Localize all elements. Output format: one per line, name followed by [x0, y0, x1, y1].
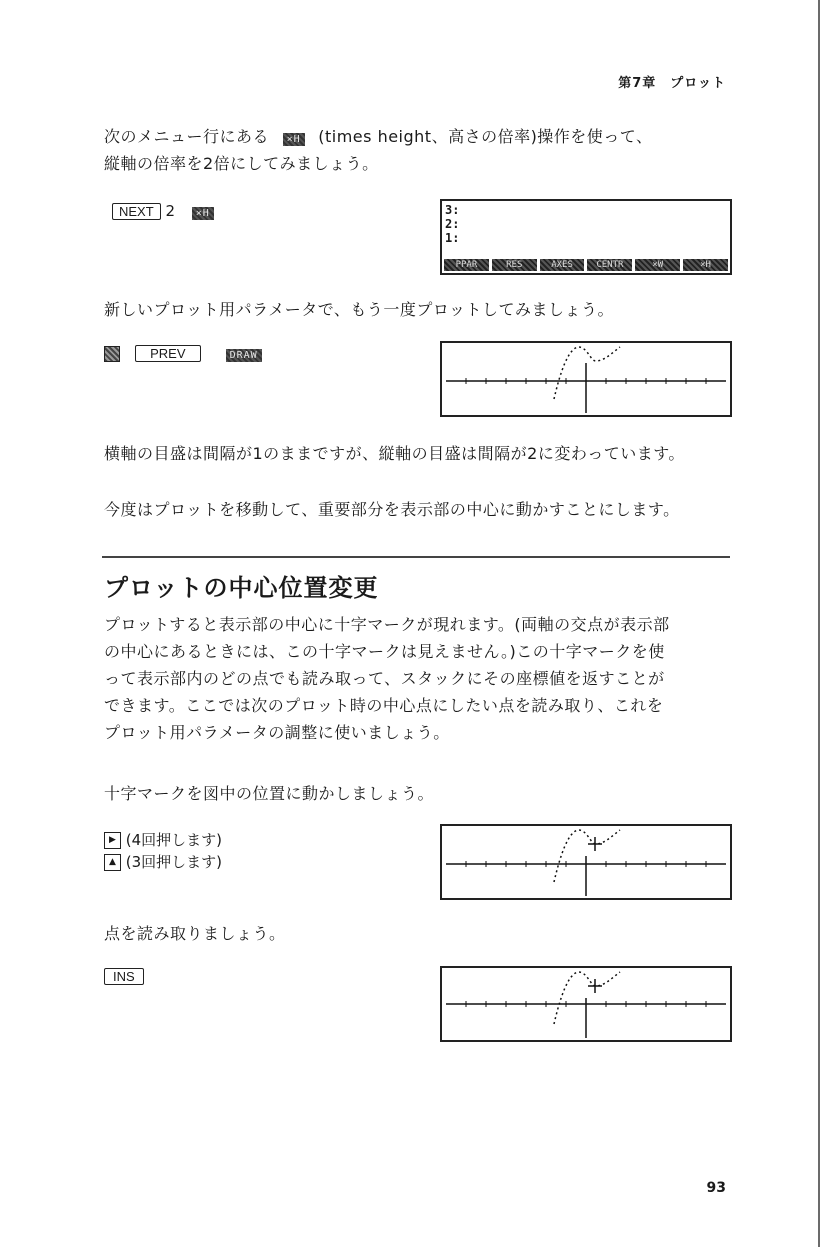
- paragraph-move-plot: 今度はプロットを移動して、重要部分を表示部の中心に動かすことにします。: [104, 500, 680, 519]
- paragraph-move-cross: 十字マークを図中の位置に動かしましょう。: [104, 784, 435, 803]
- stack-level-1: 1:: [445, 231, 460, 245]
- section-body-line-4: できます。ここでは次のプロット時の中心点にしたい点を読み取り、これを: [104, 696, 664, 715]
- intro-text-post: (times height、高さの倍率)操作を使って、: [318, 127, 653, 146]
- stack-level-2: 2:: [445, 217, 460, 231]
- page-edge-line: [818, 0, 820, 1247]
- section-body-line-2: の中心にあるときには、この十字マークは見えません。)この十字マークを使: [104, 642, 665, 661]
- menu-row: [444, 259, 728, 271]
- calculator-stack-screen: [440, 199, 732, 275]
- intro-text-pre: 次のメニュー行にある: [104, 127, 270, 146]
- right-arrow-key[interactable]: ▶: [104, 832, 121, 849]
- menu-centr[interactable]: CENTR: [587, 259, 632, 271]
- left-shift-key[interactable]: [104, 346, 120, 362]
- section-body-line-5: プロット用パラメータの調整に使いましょう。: [104, 723, 450, 742]
- up-key-row: [104, 851, 222, 873]
- intro-line-1: [104, 124, 653, 149]
- running-header: 第7章 プロット: [618, 76, 726, 91]
- plot-graph-3: [442, 968, 730, 1040]
- paragraph-replot: 新しいプロット用パラメータで、もう一度プロットしてみましょう。: [104, 300, 615, 319]
- times-height-softkey-step1[interactable]: ×H: [192, 207, 214, 220]
- step3-keys: [104, 829, 222, 873]
- plot-screen-3: [440, 966, 732, 1042]
- plot-graph-2: [442, 826, 730, 898]
- plot-screen-1: [440, 341, 732, 417]
- step2-keys: [104, 343, 262, 362]
- step1-keys: [112, 202, 214, 220]
- step4-keys: [104, 966, 144, 985]
- menu-ppar[interactable]: PPAR: [444, 259, 489, 271]
- stack-level-3: 3:: [445, 203, 460, 217]
- next-key[interactable]: NEXT: [112, 203, 161, 220]
- prev-key[interactable]: PREV: [135, 345, 200, 362]
- menu-times-width[interactable]: ×W: [635, 259, 680, 271]
- step1-argument: 2: [165, 202, 175, 220]
- section-rule: [102, 556, 730, 558]
- times-height-softkey[interactable]: ×H: [283, 133, 305, 146]
- menu-res[interactable]: RES: [492, 259, 537, 271]
- section-body-line-1: プロットすると表示部の中心に十字マークが現れます。(両軸の交点が表示部: [104, 615, 670, 634]
- menu-axes[interactable]: AXES: [540, 259, 585, 271]
- paragraph-read-point: 点を読み取りましょう。: [104, 924, 286, 943]
- draw-softkey[interactable]: DRAW: [226, 349, 262, 362]
- right-key-note: (4回押します): [125, 831, 223, 849]
- ins-key[interactable]: INS: [104, 968, 144, 985]
- stack-levels: [445, 203, 459, 245]
- plot-graph-1: [442, 343, 730, 415]
- right-key-row: [104, 829, 222, 851]
- up-key-note: (3回押します): [125, 853, 223, 871]
- section-title: プロットの中心位置変更: [104, 574, 379, 602]
- menu-times-height[interactable]: ×H: [683, 259, 728, 271]
- up-arrow-key[interactable]: ▲: [104, 854, 121, 871]
- plot-screen-2: [440, 824, 732, 900]
- section-body-line-3: って表示部内のどの点でも読み取って、スタックにその座標値を返すことが: [104, 669, 665, 688]
- page-number: 93: [706, 1180, 726, 1196]
- paragraph-tick-spacing: 横軸の目盛は間隔が1のままですが、縦軸の目盛は間隔が2に変わっています。: [104, 444, 685, 463]
- intro-line-2: 縦軸の倍率を2倍にしてみましょう。: [104, 154, 379, 173]
